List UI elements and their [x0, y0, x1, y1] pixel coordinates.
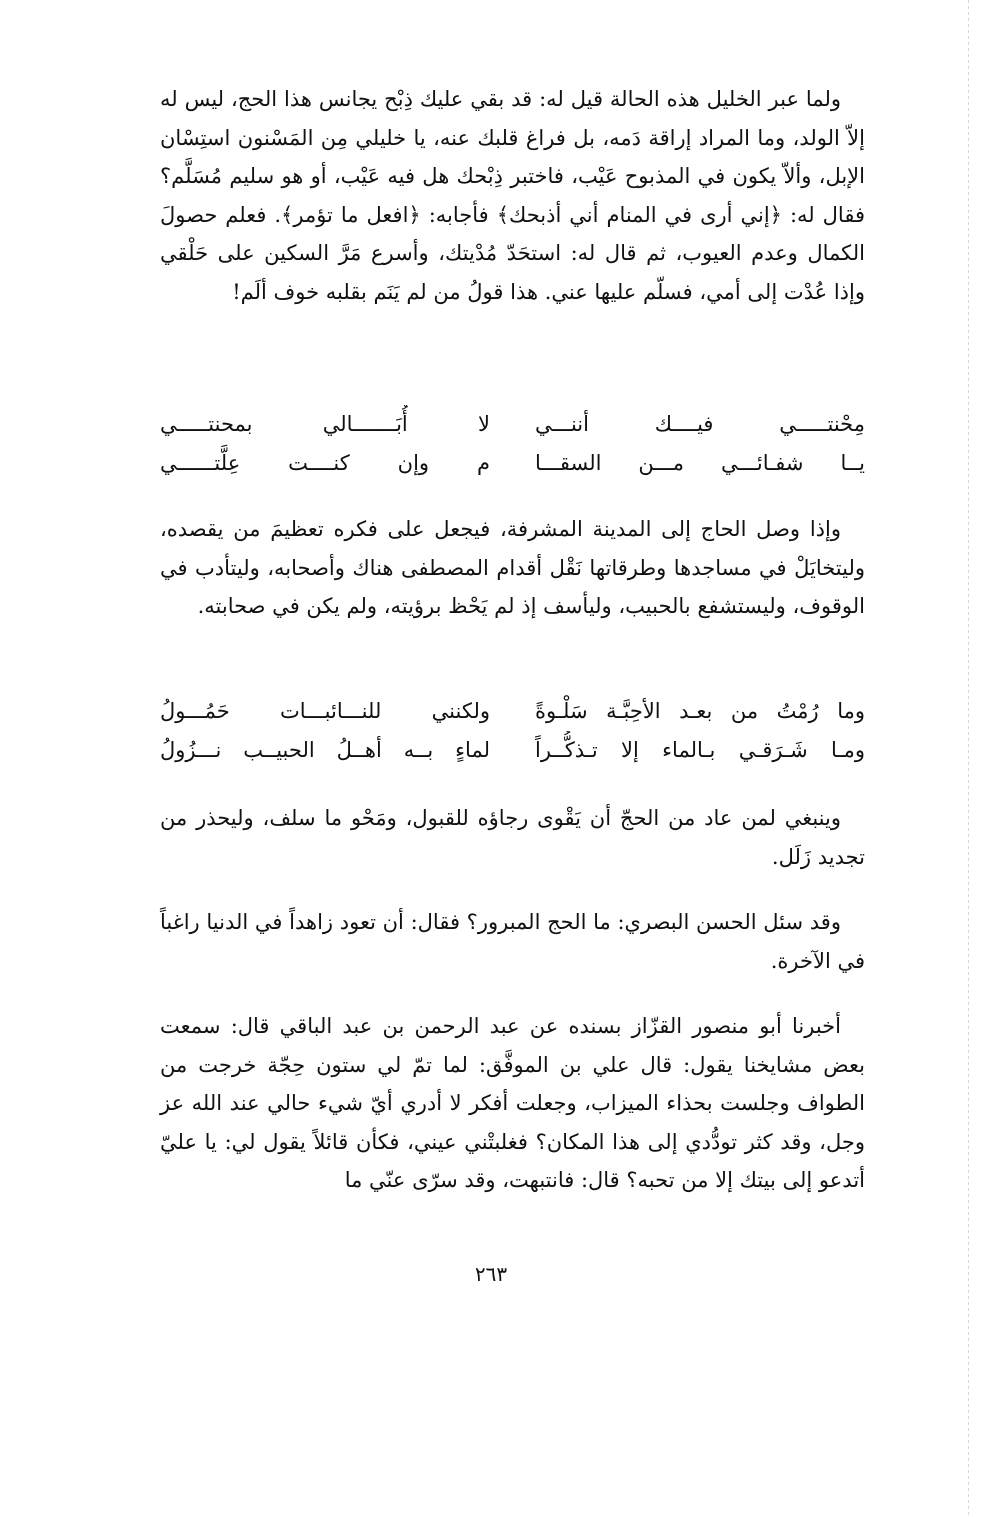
verse-line: [160, 731, 865, 770]
paragraph-medina: [160, 510, 865, 626]
paragraph-abraham: [160, 80, 865, 311]
verse-hemistich-first: ومـا شَـرَقـي بـالماء إلا تـذكُّــراً: [535, 737, 865, 762]
page-number: ٢٦٣: [474, 1262, 508, 1286]
verse-hemistich-second: لماءٍ بــه أهــلُ الحبيــب نـــزُولُ: [160, 737, 490, 762]
paragraph-hasan-basri-text: وقد سئل الحسن البصري: ما الحج المبرور؟ فقال: أن تعود زاهداً في الدنيا راغباً في الآخرة.: [160, 910, 865, 973]
verse-hemistich-second: م وإن كنــــت عِلَّتــــــي: [160, 450, 490, 475]
paragraph-narration-text: أخبرنا أبو منصور القزّاز بسنده عن عبد الرحمن بن عبد الباقي قال: سمعت بعض مشايخنا يقول: قال علي بن الموفَّق: لما تمّ لي ستون حِجّة خرجت من الطواف وجلست بحذاء الميزاب، وجعلت أفكر لا أدري أيّ شيء حالي عند الله عز وجل، وقد كثر تودُّدي إلى هذا المكان؟ فغلبتْني عيني، فكأن قائلاً يقول لي: يا عليّ أتدعو إلى بيتك إلا من تحبه؟ قال: فانتبهت، وقد سرّى عنّي ما: [160, 1014, 865, 1192]
paragraph-abraham-text: ولما عبر الخليل هذه الحالة قيل له: قد بقي عليك ذِبْح يجانس هذا الحج، ليس له إلاّ الولد، وما المراد إراقة دَمه، بل فراغ قلبك عنه، يا خليلي مِن المَسْنون استِسْان الإبل، وألاّ يكون في المذبوح عَيْب، فاختبر ذِبْحك هل فيه عَيْب، أو هو سليم مُسَلَّم؟ فقال له: ﴿إني أرى في المنام أني أذبحك﴾ فأجابه: ﴿افعل ما تؤمر﴾. فعلم حصولَ الكمال وعدم العيوب، ثم قال له: استحَدّ مُدْيتك، وأسرع مَرَّ السكين على حَلْقي وإذا عُدْت إلى أمي، فسلّم عليها عني. هذا قولُ من لم يَنَم بقلبه خوف ألَم!: [160, 87, 865, 304]
verse-hemistich-first: يــا شفـائـــي مـــن السقـــا: [535, 450, 865, 475]
scan-edge-line: [968, 0, 969, 1517]
paragraph-narration: [160, 1007, 865, 1200]
verse-hemistich-second: لا أُبَـــــــالي بمحنتـــــي: [160, 412, 490, 436]
paragraph-medina-text: وإذا وصل الحاج إلى المدينة المشرفة، فيجعل على فكره تعظيمَ من يقصده، وليتخايَلْ في مساجدها وطرقاتها نَقْل أقدام المصطفى هناك وأصحابه، وليتأدب في الوقوف، وليستشفع بالحبيب، وليأسف إذ لم يَحْظ برؤيته، ولم يكن في صحابته.: [160, 517, 865, 618]
paragraph-hasan-basri: [160, 903, 865, 980]
paragraph-return: [160, 799, 865, 876]
verse-line: [160, 444, 865, 483]
verse-block-2: [160, 692, 865, 769]
verse-hemistich-first: وما رُمْتُ من بعـد الأحِبَّـة سَلْـوةً: [535, 699, 865, 723]
verse-hemistich-second: ولكنني للنـــائبـــات حَمُـــولُ: [160, 699, 490, 723]
verse-hemistich-first: مِحْنتـــــي فيــــك أننـــي: [535, 412, 865, 436]
verse-block-1: [160, 405, 865, 482]
paragraph-return-text: وينبغي لمن عاد من الحجّ أن يَقْوى رجاؤه للقبول، ومَحْو ما سلف، وليحذر من تجديد زَلَل.: [160, 806, 865, 869]
verse-line: [160, 405, 865, 444]
verse-line: [160, 692, 865, 731]
